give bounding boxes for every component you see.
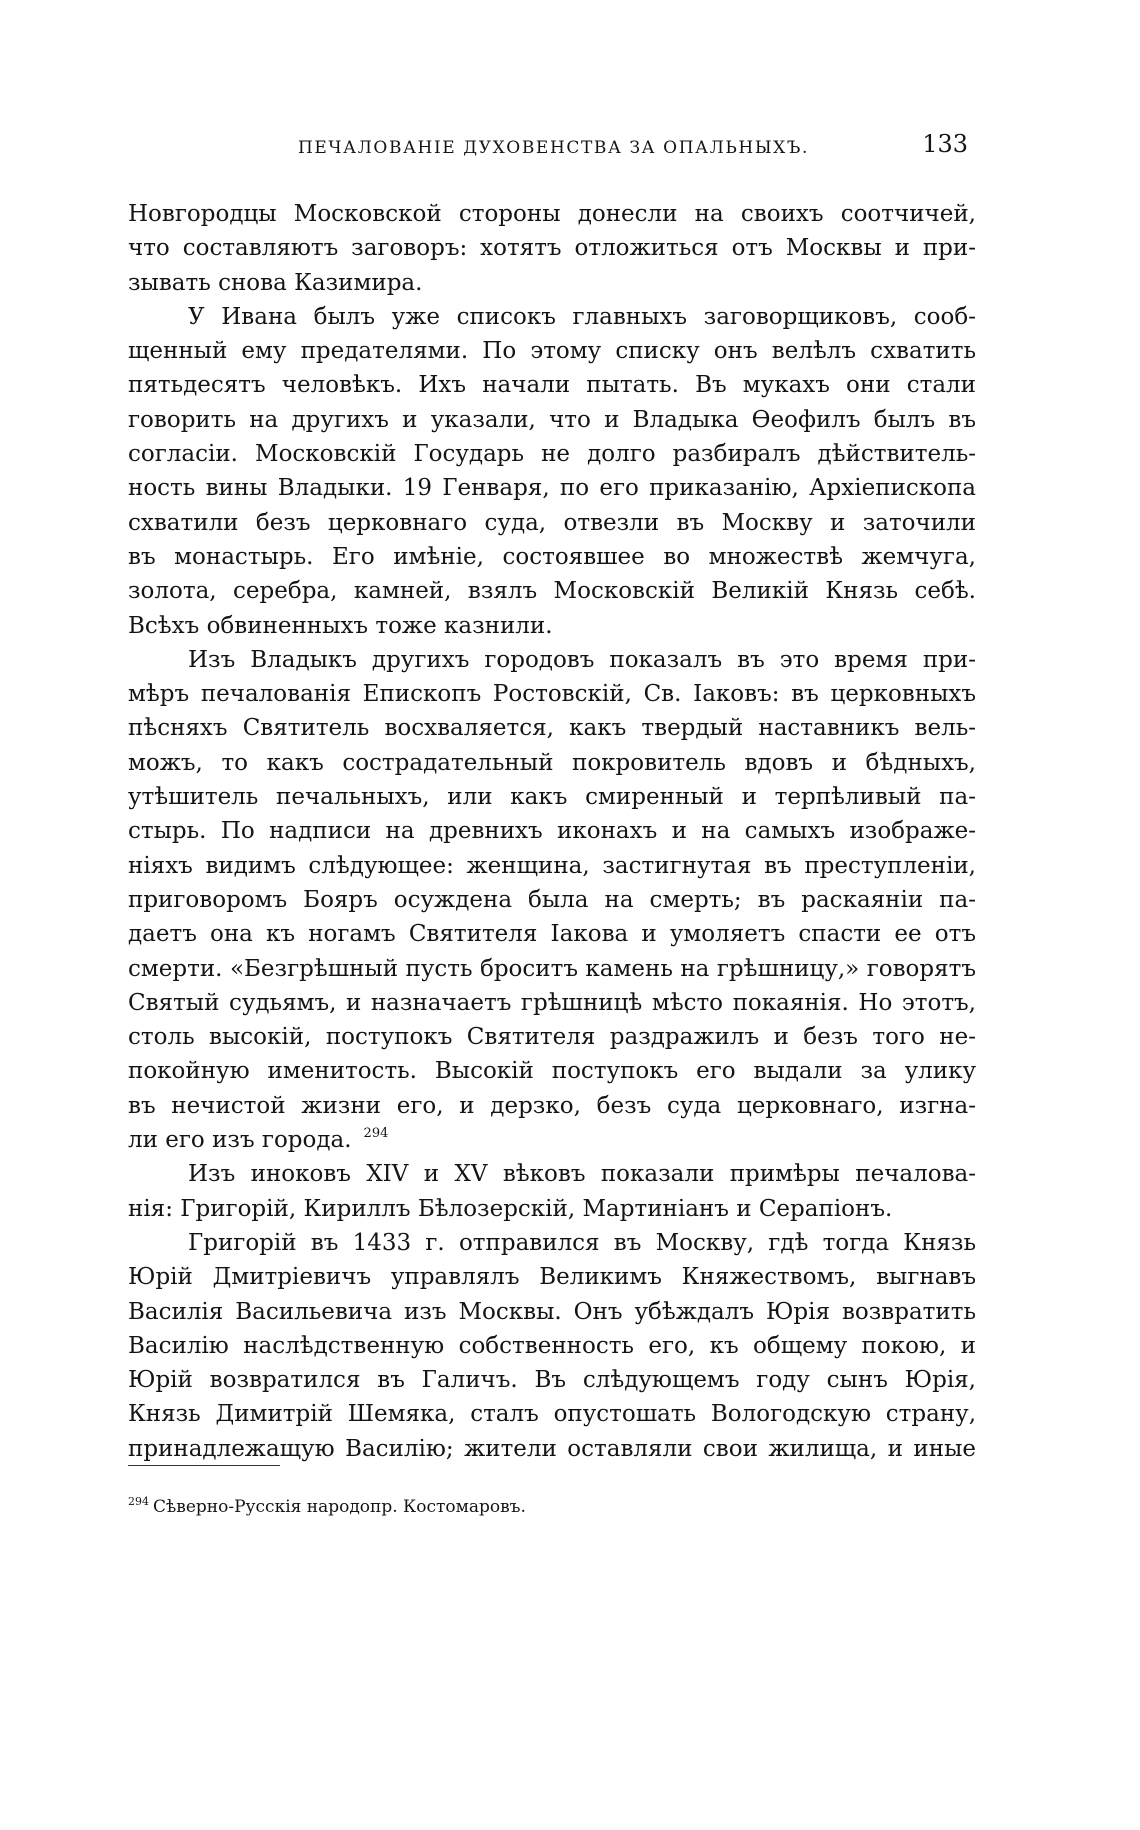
text-line: согласіи. Московскій Государь не долго разбиралъ дѣйствитель- <box>128 441 976 468</box>
footnote-reference[interactable]: 294 <box>363 1126 389 1142</box>
text-line: Юрій Дмитріевичъ управлялъ Великимъ Княжествомъ, выгнавъ <box>128 1264 976 1291</box>
text-line: утѣшитель печальныхъ, или какъ смиренный и терпѣливый па- <box>128 784 976 811</box>
text-line: можъ, то какъ сострадательный покровитель вдовъ и бѣдныхъ, <box>128 749 976 776</box>
running-head <box>128 130 968 166</box>
body-text <box>128 197 976 1466</box>
text-line: стырь. По надписи на древнихъ иконахъ и на самыхъ изображе- <box>128 818 976 845</box>
text-line: Василія Васильевича изъ Москвы. Онъ убѣждалъ Юрія возвратить <box>128 1298 976 1325</box>
text-line: покойную именитость. Высокій поступокъ его выдали за улику <box>128 1058 976 1085</box>
text-line: даетъ она къ ногамъ Святителя Іакова и умоляетъ спасти ее отъ <box>128 921 976 948</box>
running-title: ПЕЧАЛОВАНІЕ ДУХОВЕНСТВА ЗА ОПАЛЬНЫХЪ. <box>298 138 809 158</box>
text-line: столь высокій, поступокъ Святителя раздражилъ и безъ того не- <box>128 1024 976 1051</box>
text-line: золота, серебра, камней, взялъ Московскій Великій Князь себѣ. <box>128 578 976 605</box>
text-line: Изъ Владыкъ другихъ городовъ показалъ въ это время при- <box>188 646 976 673</box>
text-line: Василію наслѣдственную собственность его, къ общему покою, и <box>128 1332 976 1359</box>
text-line: Изъ иноковъ XIV и XV вѣковъ показали примѣры печалова- <box>188 1161 976 1188</box>
text-line: мѣръ печалованія Епископъ Ростовскій, Св. Іаковъ: въ церковныхъ <box>128 681 976 708</box>
text-line: въ монастырь. Его имѣніе, состоявшее во множествѣ жемчуга, <box>128 543 976 570</box>
text-line: Святый судьямъ, и назначаетъ грѣшницѣ мѣсто покаянія. Но этотъ, <box>128 989 976 1016</box>
text-line: Новгородцы Московской стороны донесли на своихъ соотчичей, <box>128 201 976 227</box>
text-line: Князь Димитрій Шемяка, сталъ опустошать Вологодскую страну, <box>128 1401 976 1428</box>
text-line: зывать снова Казимира. <box>128 269 423 296</box>
footnote-number: 294 <box>128 1495 149 1508</box>
footnote-divider <box>128 1465 280 1466</box>
text-line: пятьдесятъ человѣкъ. Ихъ начали пытать. Въ мукахъ они стали <box>128 372 976 399</box>
text-line: ность вины Владыки. 19 Генваря, по его приказанію, Архіепископа <box>128 475 976 502</box>
text-line: У Ивана былъ уже списокъ главныхъ заговорщиковъ, сооб- <box>188 303 976 330</box>
text-line: принадлежащую Василію; жители оставляли свои жилища, и иные <box>128 1435 976 1462</box>
text-line: въ нечистой жизни его, и дерзко, безъ суда церковнаго, изгна- <box>128 1092 976 1119</box>
text-line <box>128 1123 976 1157</box>
text-line: Юрій возвратился въ Галичъ. Въ слѣдующемъ году сынъ Юрія, <box>128 1367 976 1394</box>
text-line: смерти. «Безгрѣшный пусть броситъ камень на грѣшницу,» говорятъ <box>128 955 976 982</box>
page-number: 133 <box>922 130 968 158</box>
text-line: что составляютъ заговоръ: хотятъ отложиться отъ Москвы и при- <box>128 235 976 262</box>
text-line: схватили безъ церковнаго суда, отвезли въ Москву и заточили <box>128 509 976 536</box>
text-line: пѣсняхъ Святитель восхваляется, какъ твердый наставникъ вель- <box>128 715 976 742</box>
footnote <box>128 1495 526 1517</box>
text-line-content: ли его изъ города. <box>128 1127 352 1154</box>
text-line: Григорій въ 1433 г. отправился въ Москву, гдѣ тогда Князь <box>188 1229 976 1256</box>
text-line: Всѣхъ обвиненныхъ тоже казнили. <box>128 612 553 639</box>
footnote-text: Сѣверно-Русскія народопр. Костомаровъ. <box>153 1497 526 1517</box>
text-line: ніяхъ видимъ слѣдующее: женщина, застигнутая въ преступленіи, <box>128 852 976 879</box>
text-line: приговоромъ Бояръ осуждена была на смерть; въ раскаяніи па- <box>128 886 976 913</box>
text-line: нія: Григорій, Кириллъ Бѣлозерскій, Мартиніанъ и Серапіонъ. <box>128 1195 893 1222</box>
text-line: говорить на другихъ и указали, что и Владыка Ѳеофилъ былъ въ <box>128 406 976 433</box>
text-line: щенный ему предателями. По этому списку онъ велѣлъ схватить <box>128 338 976 365</box>
